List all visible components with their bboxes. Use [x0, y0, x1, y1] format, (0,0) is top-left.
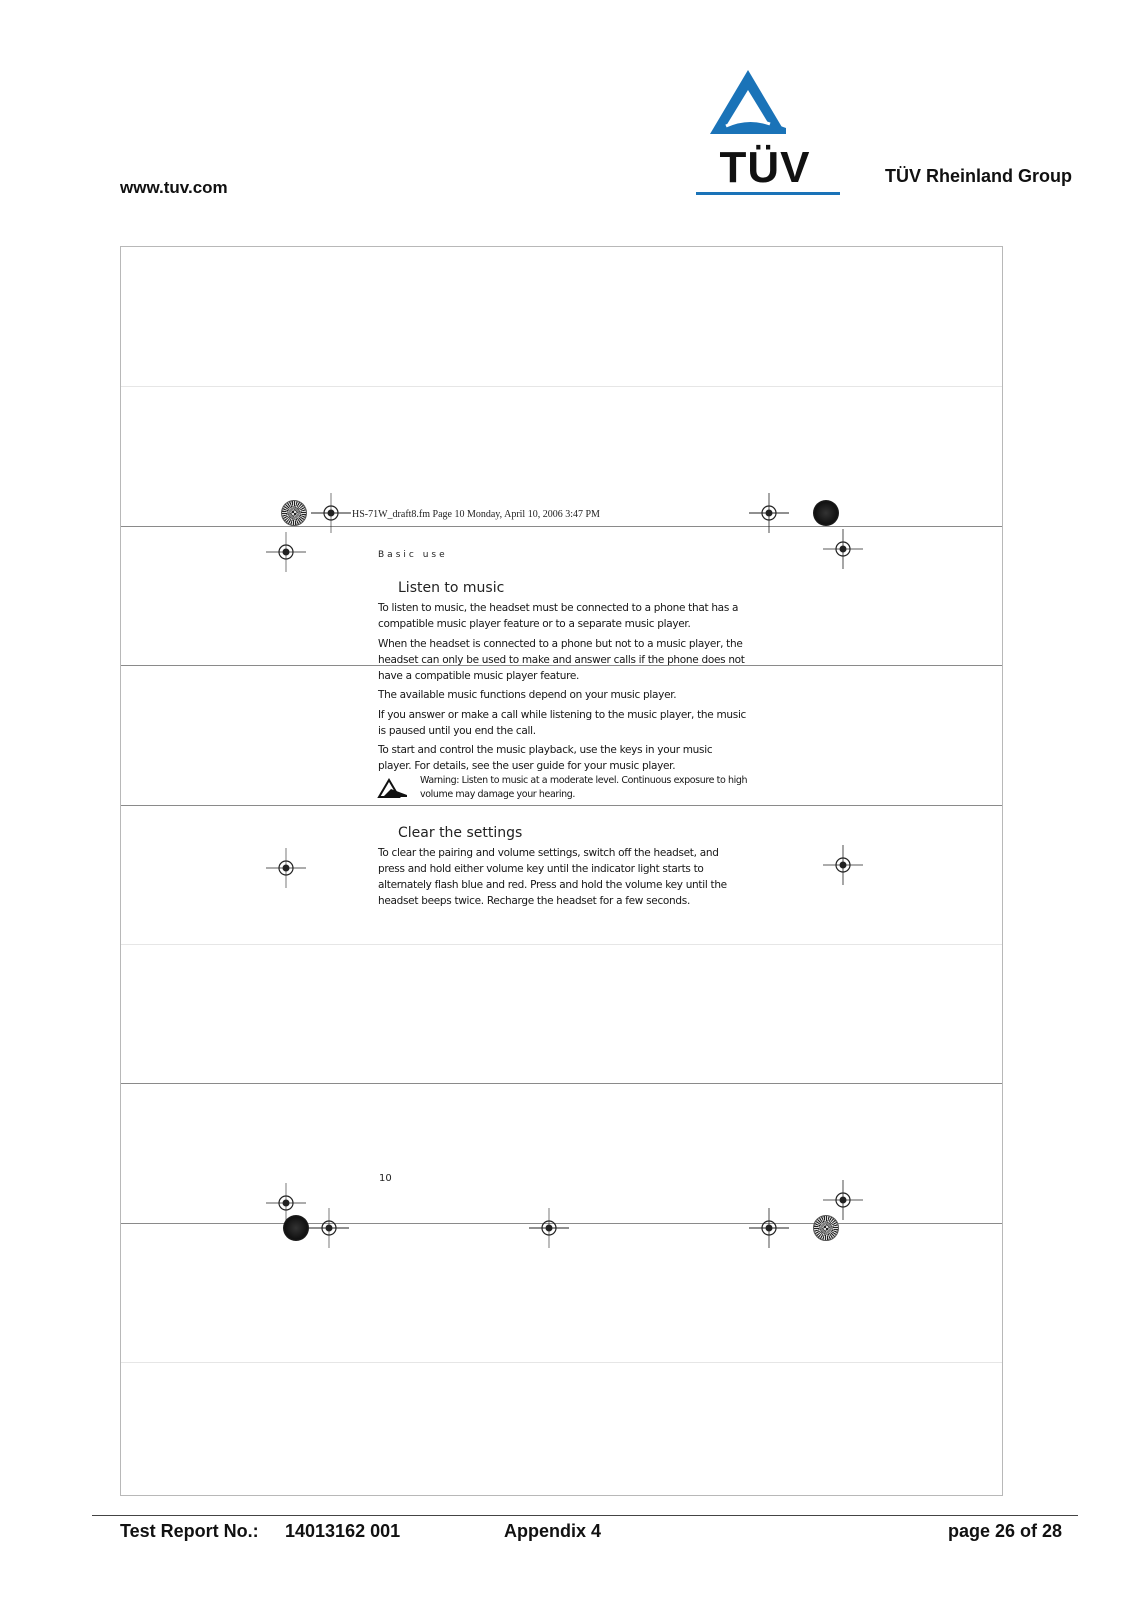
footer-rule	[92, 1515, 1078, 1516]
scan-band-divider	[121, 526, 1002, 527]
crosshair-icon	[749, 1208, 789, 1248]
crosshair-icon	[266, 848, 306, 888]
warning-text: Warning: Listen to music at a moderate level. Continuous exposure to high volume may damage your hearing.	[420, 775, 748, 800]
crosshair-icon	[823, 529, 863, 569]
crosshair-icon	[823, 1180, 863, 1220]
report-number: 14013162 001	[285, 1521, 401, 1541]
page-indicator: page 26 of 28	[948, 1521, 1063, 1541]
crosshair-icon	[823, 845, 863, 885]
music-paragraph: To start and control the music playback, use the keys in your music player. For details, see the user guide for your music player.	[378, 744, 713, 772]
crosshair-icon	[529, 1208, 569, 1248]
appendix-label: Appendix 4	[504, 1521, 602, 1541]
crosshair-icon	[309, 1208, 349, 1248]
scan-band-divider	[121, 944, 1002, 945]
tuv-logo	[690, 66, 840, 198]
heading-listen-to-music: Listen to music	[398, 580, 505, 596]
draft-header-line: HS-71W_draft8.fm Page 10 Monday, April 10, 2006 3:47 PM	[352, 509, 600, 520]
scan-band-divider	[121, 1362, 1002, 1363]
manual-page-number: 10	[379, 1173, 392, 1184]
crosshair-icon	[749, 493, 789, 533]
section-label: Basic use	[378, 550, 448, 560]
group-name: TÜV Rheinland Group	[885, 166, 1072, 186]
scan-band-divider	[121, 386, 1002, 387]
music-paragraph: If you answer or make a call while listening to the music player, the music is paused until you end the call.	[378, 709, 747, 737]
site-url: www.tuv.com	[120, 178, 228, 197]
music-paragraph: When the headset is connected to a phone but not to a music player, the headset can only be used to make and answer calls if the phone does not have a compatible music player feature.	[378, 638, 745, 682]
logo-underline	[696, 192, 840, 195]
warning-icon	[377, 777, 409, 799]
registration-disc-icon	[813, 1215, 839, 1241]
registration-disc-icon	[283, 1215, 309, 1241]
tuv-triangle-icon	[690, 66, 840, 146]
registration-disc-icon	[281, 500, 307, 526]
crosshair-icon	[311, 493, 351, 533]
scan-band-divider	[121, 805, 1002, 806]
logo-wordmark: TÜV	[719, 143, 811, 192]
registration-disc-icon	[813, 500, 839, 526]
heading-clear-settings: Clear the settings	[398, 825, 523, 841]
crosshair-icon	[266, 532, 306, 572]
scan-band-divider	[121, 1083, 1002, 1084]
music-paragraph: The available music functions depend on your music player.	[378, 689, 677, 701]
report-label: Test Report No.:	[120, 1521, 259, 1541]
scanned-page-frame	[120, 246, 1003, 1496]
music-paragraph: To listen to music, the headset must be connected to a phone that has a compatible music player feature or to a separate music player.	[378, 602, 739, 630]
clear-paragraph: To clear the pairing and volume settings, switch off the headset, and press and hold either volume key until the indicator light starts to alternately flash blue and red. Press and hold the volume key until the headset beeps twice. Recharge the headset for a few seconds.	[378, 847, 727, 907]
